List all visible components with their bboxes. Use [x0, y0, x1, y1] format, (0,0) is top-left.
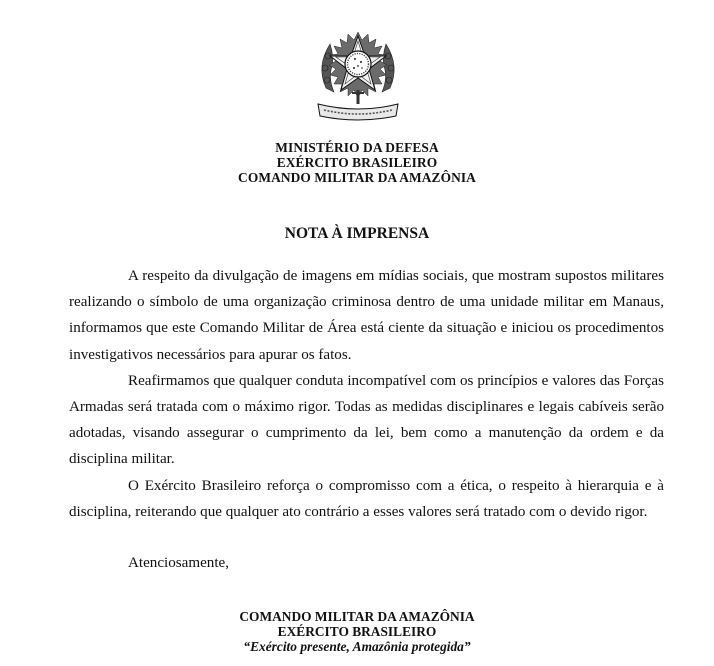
army-name: EXÉRCITO BRASILEIRO	[276, 155, 438, 170]
paragraph: Reafirmamos que qualquer conduta incompatível com os princípios e valores das Forças Armadas será tratada com o máximo rigor. Todas as medidas disciplinares e legais cabíveis serão adotadas, visando assegurar o cumprimento da lei, bem como a manutenção da ordem e da disciplina militar.	[69, 372, 664, 468]
document-title: NOTA À IMPRENSA	[284, 225, 430, 242]
document-body	[69, 263, 664, 525]
signature-block	[0, 609, 714, 654]
paragraph: O Exército Brasileiro reforça o compromisso com a ética, o respeito à hierarquia e à disciplina, reiterando que qualquer ato contrário a esses valores será tratado com o devido rigor.	[69, 477, 664, 520]
paragraph: A respeito da divulgação de imagens em mídias sociais, que mostram supostos militares realizando o símbolo de uma organização criminosa dentro de uma unidade militar em Manaus, informamos que este Comando Militar de Área está ciente da situação e iniciou os procedimentos investigativos necessários para apurar os fatos.	[69, 268, 664, 363]
ministry-name: MINISTÉRIO DA DEFESA	[275, 140, 439, 155]
brazil-coat-of-arms-icon	[312, 26, 404, 126]
command-name: COMANDO MILITAR DA AMAZÔNIA	[238, 170, 476, 185]
closing-salutation: Atenciosamente,	[128, 555, 230, 571]
letterhead	[0, 140, 714, 185]
signature-motto: “Exército presente, Amazônia protegida”	[243, 639, 471, 654]
emblem-graphic	[312, 26, 404, 126]
signature-command: COMANDO MILITAR DA AMAZÔNIA	[239, 609, 475, 624]
signature-army: EXÉRCITO BRASILEIRO	[277, 624, 437, 639]
